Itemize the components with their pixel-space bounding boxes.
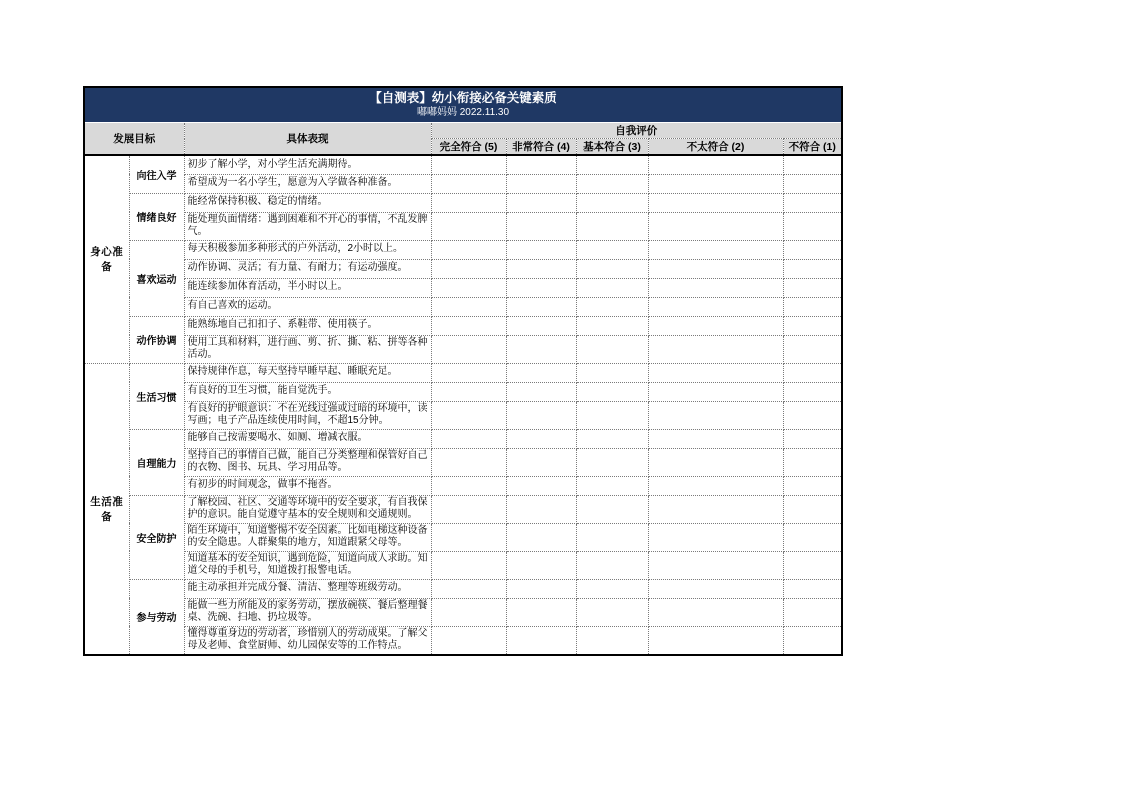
- rating-cell[interactable]: [648, 278, 783, 297]
- rating-cell[interactable]: [506, 523, 576, 551]
- page-title: 【自测表】幼小衔接必备关键素质: [369, 91, 557, 105]
- rating-cell[interactable]: [431, 240, 506, 259]
- category-cell: 安全防护: [129, 495, 184, 579]
- rating-cell[interactable]: [783, 278, 842, 297]
- rating-cell[interactable]: [576, 212, 648, 240]
- rating-cell[interactable]: [506, 174, 576, 193]
- rating-cell[interactable]: [576, 297, 648, 316]
- behavior-cell: 初步了解小学，对小学生活充满期待。: [184, 155, 431, 174]
- self-assessment-table: [83, 86, 843, 656]
- rating-cell[interactable]: [576, 278, 648, 297]
- rating-cell[interactable]: [783, 448, 842, 476]
- behavior-cell: 希望成为一名小学生，愿意为入学做各种准备。: [184, 174, 431, 193]
- rating-cell[interactable]: [576, 240, 648, 259]
- behavior-cell: 能主动承担并完成分餐、清洁、整理等班级劳动。: [184, 579, 431, 598]
- rating-cell[interactable]: [506, 297, 576, 316]
- category-cell: 自理能力: [129, 429, 184, 495]
- rating-cell[interactable]: [576, 259, 648, 278]
- rating-cell[interactable]: [648, 335, 783, 363]
- behavior-cell: 有自己喜欢的运动。: [184, 297, 431, 316]
- rating-cell[interactable]: [648, 448, 783, 476]
- rating-cell[interactable]: [431, 335, 506, 363]
- page-subtitle: 嘟嘟妈妈 2022.11.30: [416, 107, 510, 118]
- rating-cell[interactable]: [783, 551, 842, 579]
- rating-cell[interactable]: [648, 212, 783, 240]
- group-cell-mind-body: 身心准备: [84, 155, 129, 363]
- rating-cell[interactable]: [648, 240, 783, 259]
- behavior-cell: 能熟练地自己扣扣子、系鞋带、使用筷子。: [184, 316, 431, 335]
- rating-cell[interactable]: [431, 174, 506, 193]
- rating-header-5: 完全符合 (5): [431, 139, 506, 156]
- rating-cell[interactable]: [431, 598, 506, 626]
- rating-cell[interactable]: [431, 297, 506, 316]
- header-goal: 发展目标: [84, 123, 184, 156]
- rating-cell[interactable]: [783, 240, 842, 259]
- rating-cell[interactable]: [783, 297, 842, 316]
- behavior-cell: 能做一些力所能及的家务劳动，摆放碗筷、餐后整理餐桌、洗碗、扫地、扔垃圾等。: [184, 598, 431, 626]
- rating-cell[interactable]: [783, 429, 842, 448]
- behavior-cell: 每天积极参加多种形式的户外活动，2小时以上。: [184, 240, 431, 259]
- category-cell: 情绪良好: [129, 193, 184, 240]
- rating-cell[interactable]: [648, 476, 783, 495]
- rating-cell[interactable]: [506, 448, 576, 476]
- rating-header-1: 不符合 (1): [783, 139, 842, 156]
- rating-cell[interactable]: [783, 598, 842, 626]
- rating-cell[interactable]: [506, 363, 576, 382]
- rating-cell[interactable]: [783, 335, 842, 363]
- category-cell: 喜欢运动: [129, 240, 184, 316]
- behavior-cell: 能处理负面情绪：遇到困难和不开心的事情，不乱发脾气。: [184, 212, 431, 240]
- rating-cell[interactable]: [648, 495, 783, 523]
- rating-cell[interactable]: [783, 523, 842, 551]
- rating-cell[interactable]: [431, 626, 506, 655]
- category-cell: 生活习惯: [129, 363, 184, 429]
- behavior-cell: 知道基本的安全知识，遇到危险，知道向成人求助。知道父母的手机号，知道拨打报警电话。: [184, 551, 431, 579]
- rating-cell[interactable]: [431, 363, 506, 382]
- rating-cell[interactable]: [506, 476, 576, 495]
- behavior-cell: 动作协调、灵活；有力量、有耐力；有运动强度。: [184, 259, 431, 278]
- rating-cell[interactable]: [431, 523, 506, 551]
- title-band: [84, 87, 842, 123]
- rating-cell[interactable]: [783, 476, 842, 495]
- rating-cell[interactable]: [506, 193, 576, 212]
- rating-cell[interactable]: [648, 155, 783, 174]
- rating-cell[interactable]: [506, 155, 576, 174]
- rating-cell[interactable]: [506, 335, 576, 363]
- rating-header-4: 非常符合 (4): [506, 139, 576, 156]
- rating-cell[interactable]: [576, 155, 648, 174]
- rating-cell[interactable]: [576, 551, 648, 579]
- rating-cell[interactable]: [648, 316, 783, 335]
- rating-cell[interactable]: [431, 551, 506, 579]
- rating-cell[interactable]: [783, 155, 842, 174]
- behavior-cell: 有良好的卫生习惯，能自觉洗手。: [184, 382, 431, 401]
- rating-cell[interactable]: [648, 401, 783, 429]
- rating-cell[interactable]: [576, 598, 648, 626]
- rating-cell[interactable]: [783, 579, 842, 598]
- rating-cell[interactable]: [431, 316, 506, 335]
- rating-cell[interactable]: [576, 476, 648, 495]
- rating-cell[interactable]: [648, 297, 783, 316]
- rating-cell[interactable]: [431, 259, 506, 278]
- rating-cell[interactable]: [576, 495, 648, 523]
- rating-cell[interactable]: [648, 523, 783, 551]
- checklist-grid: [83, 86, 843, 656]
- rating-cell[interactable]: [506, 429, 576, 448]
- rating-cell[interactable]: [783, 626, 842, 655]
- behavior-cell: 能够自己按需要喝水、如厕、增减衣服。: [184, 429, 431, 448]
- rating-cell[interactable]: [431, 579, 506, 598]
- rating-cell[interactable]: [576, 523, 648, 551]
- rating-cell[interactable]: [576, 626, 648, 655]
- rating-cell[interactable]: [506, 598, 576, 626]
- rating-cell[interactable]: [506, 495, 576, 523]
- rating-cell[interactable]: [506, 240, 576, 259]
- rating-cell[interactable]: [506, 316, 576, 335]
- rating-cell[interactable]: [648, 193, 783, 212]
- behavior-cell: 了解校园、社区、交通等环境中的安全要求，有自我保护的意识。能自觉遵守基本的安全规则和交通规则。: [184, 495, 431, 523]
- behavior-cell: 能经常保持积极、稳定的情绪。: [184, 193, 431, 212]
- rating-cell[interactable]: [648, 579, 783, 598]
- behavior-cell: 有良好的护眼意识：不在光线过强或过暗的环境中，读写画；电子产品连续使用时间，不超15分钟。: [184, 401, 431, 429]
- rating-cell[interactable]: [648, 363, 783, 382]
- rating-cell[interactable]: [783, 401, 842, 429]
- rating-cell[interactable]: [783, 382, 842, 401]
- rating-cell[interactable]: [648, 626, 783, 655]
- rating-cell[interactable]: [783, 174, 842, 193]
- category-cell: 向往入学: [129, 155, 184, 193]
- rating-cell[interactable]: [576, 401, 648, 429]
- rating-cell[interactable]: [576, 316, 648, 335]
- behavior-cell: 懂得尊重身边的劳动者，珍惜别人的劳动成果。了解父母及老师、食堂厨师、幼儿园保安等的工作特点。: [184, 626, 431, 655]
- category-cell: 动作协调: [129, 316, 184, 363]
- rating-cell[interactable]: [783, 316, 842, 335]
- rating-cell[interactable]: [506, 551, 576, 579]
- rating-cell[interactable]: [431, 448, 506, 476]
- rating-cell[interactable]: [431, 155, 506, 174]
- rating-cell[interactable]: [506, 259, 576, 278]
- rating-cell[interactable]: [648, 382, 783, 401]
- rating-cell[interactable]: [506, 626, 576, 655]
- rating-cell[interactable]: [648, 551, 783, 579]
- header-behavior: 具体表现: [184, 123, 431, 156]
- rating-cell[interactable]: [506, 579, 576, 598]
- rating-header-2: 不太符合 (2): [648, 139, 783, 156]
- header-evaluation: 自我评价: [431, 123, 842, 139]
- behavior-cell: 使用工具和材料，进行画、剪、折、撕、粘、拼等各种活动。: [184, 335, 431, 363]
- rating-cell[interactable]: [576, 174, 648, 193]
- rating-cell[interactable]: [431, 212, 506, 240]
- rating-cell[interactable]: [783, 212, 842, 240]
- rating-cell[interactable]: [576, 579, 648, 598]
- rating-cell[interactable]: [576, 335, 648, 363]
- behavior-cell: 坚持自己的事情自己做，能自己分类整理和保管好自己的衣物、图书、玩具、学习用品等。: [184, 448, 431, 476]
- rating-cell[interactable]: [648, 174, 783, 193]
- behavior-cell: 有初步的时间观念，做事不拖沓。: [184, 476, 431, 495]
- rating-cell[interactable]: [648, 598, 783, 626]
- rating-cell[interactable]: [783, 363, 842, 382]
- behavior-cell: 保持规律作息，每天坚持早睡早起、睡眠充足。: [184, 363, 431, 382]
- rating-cell[interactable]: [576, 193, 648, 212]
- rating-cell[interactable]: [431, 476, 506, 495]
- rating-cell[interactable]: [576, 382, 648, 401]
- rating-cell[interactable]: [506, 401, 576, 429]
- rating-cell[interactable]: [431, 193, 506, 212]
- rating-cell[interactable]: [506, 382, 576, 401]
- behavior-cell: 能连续参加体育活动，半小时以上。: [184, 278, 431, 297]
- rating-cell[interactable]: [576, 429, 648, 448]
- rating-cell[interactable]: [506, 278, 576, 297]
- rating-cell[interactable]: [648, 429, 783, 448]
- rating-cell[interactable]: [431, 495, 506, 523]
- rating-cell[interactable]: [783, 193, 842, 212]
- rating-cell[interactable]: [506, 212, 576, 240]
- category-cell: 参与劳动: [129, 579, 184, 655]
- behavior-cell: 陌生环境中，知道警惕不安全因素。比如电梯这种设备的安全隐患。人群聚集的地方，知道跟紧父母等。: [184, 523, 431, 551]
- rating-cell[interactable]: [576, 448, 648, 476]
- rating-header-3: 基本符合 (3): [576, 139, 648, 156]
- rating-cell[interactable]: [576, 363, 648, 382]
- rating-cell[interactable]: [431, 401, 506, 429]
- rating-cell[interactable]: [431, 429, 506, 448]
- rating-cell[interactable]: [783, 495, 842, 523]
- rating-cell[interactable]: [431, 278, 506, 297]
- rating-cell[interactable]: [431, 382, 506, 401]
- rating-cell[interactable]: [783, 259, 842, 278]
- group-cell-life: 生活准备: [84, 363, 129, 655]
- rating-cell[interactable]: [648, 259, 783, 278]
